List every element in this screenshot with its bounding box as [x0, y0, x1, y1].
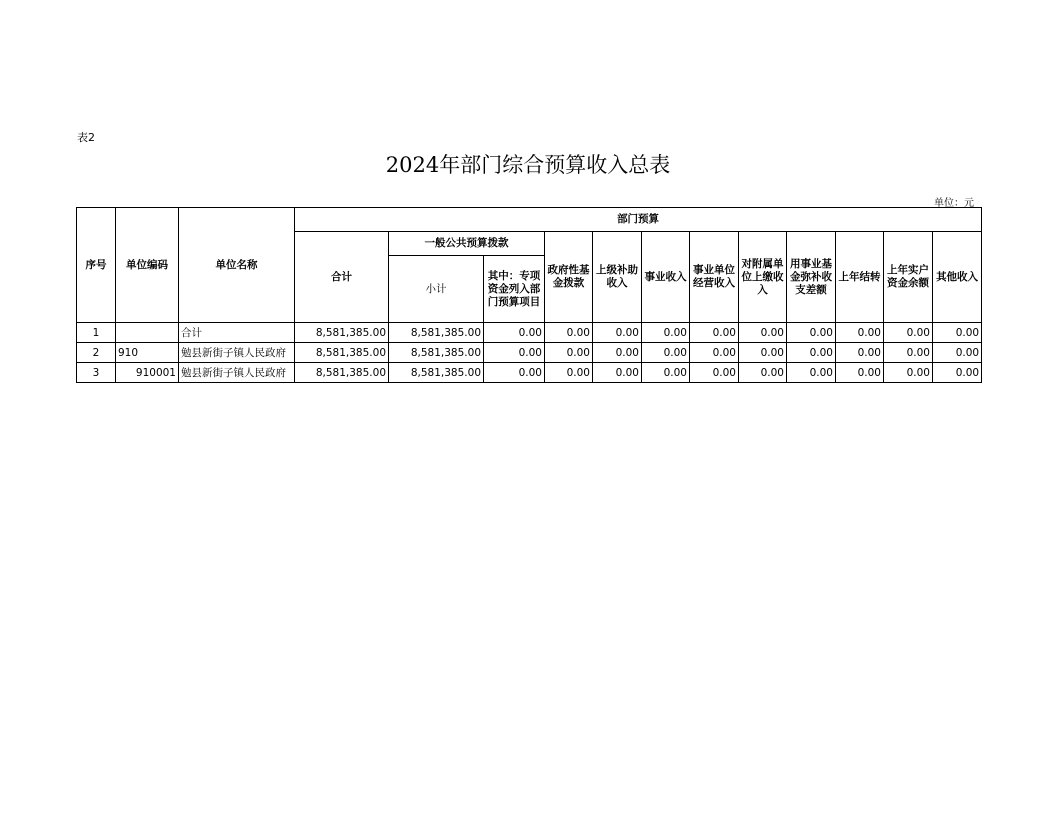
cell-business: 0.00	[642, 323, 690, 343]
cell-carryover: 0.00	[836, 343, 884, 363]
header-general-budget: 一般公共预算拨款	[389, 232, 545, 256]
cell-other: 0.00	[933, 343, 982, 363]
cell-total: 8,581,385.00	[295, 363, 389, 383]
cell-name: 勉县新街子镇人民政府	[179, 363, 295, 383]
cell-business-unit: 0.00	[690, 323, 739, 343]
cell-special: 0.00	[484, 323, 545, 343]
cell-fund-comp: 0.00	[787, 323, 836, 343]
cell-seq: 1	[77, 323, 116, 343]
cell-gov-fund: 0.00	[545, 323, 593, 343]
header-seq: 序号	[77, 208, 116, 323]
header-account-balance: 上年实户资金余额	[884, 232, 933, 323]
cell-business-unit: 0.00	[690, 343, 739, 363]
cell-name: 合计	[179, 323, 295, 343]
header-fund-compensation: 用事业基金弥补收支差额	[787, 232, 836, 323]
header-gov-fund: 政府性基金拨款	[545, 232, 593, 323]
unit-label: 单位：元	[934, 198, 974, 209]
cell-special: 0.00	[484, 343, 545, 363]
cell-superior: 0.00	[593, 343, 642, 363]
cell-seq: 3	[77, 363, 116, 383]
cell-affiliated: 0.00	[739, 343, 787, 363]
header-unit-name: 单位名称	[179, 208, 295, 323]
cell-subtotal: 8,581,385.00	[389, 323, 484, 343]
header-superior-subsidy: 上级补助收入	[593, 232, 642, 323]
header-other-income: 其他收入	[933, 232, 982, 323]
table-row	[77, 323, 982, 343]
cell-business: 0.00	[642, 363, 690, 383]
header-special-funds: 其中：专项资金列入部门预算项目	[484, 256, 545, 323]
cell-other: 0.00	[933, 363, 982, 383]
cell-name: 勉县新街子镇人民政府	[179, 343, 295, 363]
cell-special: 0.00	[484, 363, 545, 383]
header-unit-code: 单位编码	[116, 208, 179, 323]
table-row	[77, 343, 982, 363]
cell-subtotal: 8,581,385.00	[389, 363, 484, 383]
table-number-label: 表2	[77, 131, 95, 144]
cell-business-unit: 0.00	[690, 363, 739, 383]
header-affiliated-income: 对附属单位上缴收入	[739, 232, 787, 323]
cell-other: 0.00	[933, 323, 982, 343]
cell-business: 0.00	[642, 343, 690, 363]
cell-seq: 2	[77, 343, 116, 363]
cell-code	[116, 323, 179, 343]
cell-total: 8,581,385.00	[295, 343, 389, 363]
cell-superior: 0.00	[593, 363, 642, 383]
page-title: 2024年部门综合预算收入总表	[385, 153, 671, 177]
cell-fund-comp: 0.00	[787, 343, 836, 363]
cell-balance: 0.00	[884, 363, 933, 383]
cell-affiliated: 0.00	[739, 363, 787, 383]
cell-balance: 0.00	[884, 343, 933, 363]
cell-total: 8,581,385.00	[295, 323, 389, 343]
header-business-unit-income: 事业单位经营收入	[690, 232, 739, 323]
header-subtotal: 小计	[389, 256, 484, 323]
cell-affiliated: 0.00	[739, 323, 787, 343]
cell-carryover: 0.00	[836, 323, 884, 343]
cell-gov-fund: 0.00	[545, 363, 593, 383]
header-business-income: 事业收入	[642, 232, 690, 323]
cell-gov-fund: 0.00	[545, 343, 593, 363]
cell-superior: 0.00	[593, 323, 642, 343]
header-dept-budget: 部门预算	[295, 208, 982, 232]
cell-carryover: 0.00	[836, 363, 884, 383]
header-total: 合计	[295, 232, 389, 323]
cell-subtotal: 8,581,385.00	[389, 343, 484, 363]
cell-code: 910	[116, 343, 179, 363]
budget-income-table	[76, 207, 982, 383]
cell-code: 910001	[116, 363, 179, 383]
header-carryover: 上年结转	[836, 232, 884, 323]
cell-balance: 0.00	[884, 323, 933, 343]
table-row	[77, 363, 982, 383]
cell-fund-comp: 0.00	[787, 363, 836, 383]
